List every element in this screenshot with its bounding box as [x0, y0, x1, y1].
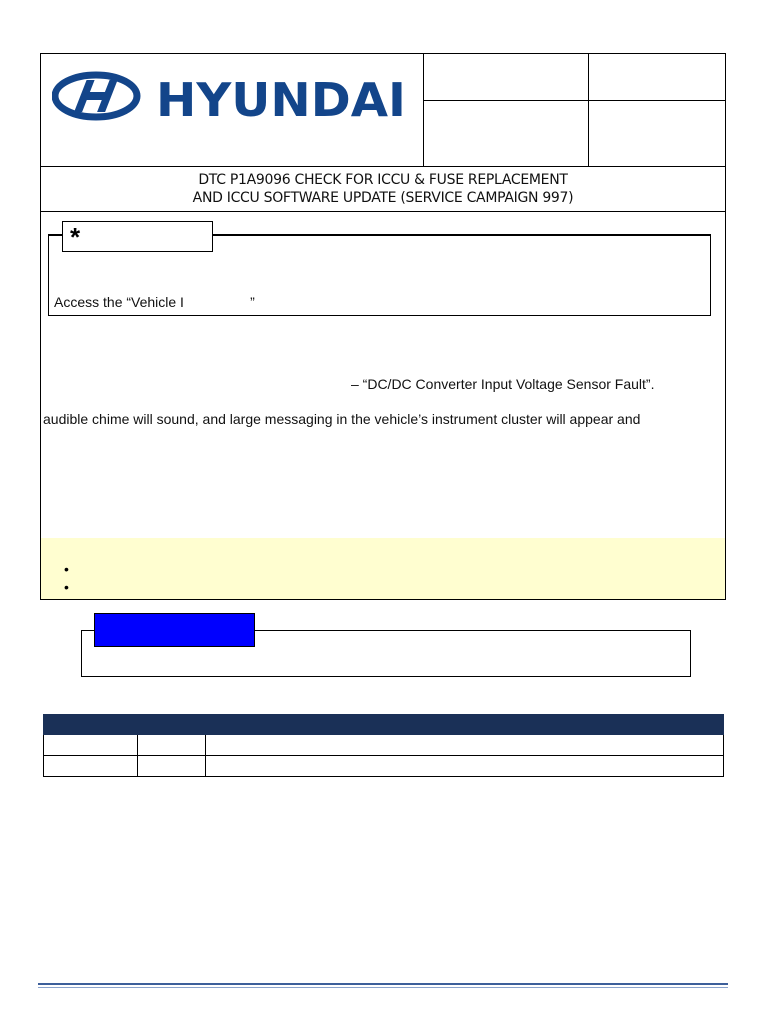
body-line-chime: audible chime will sound, and large messaging in the vehicle’s instrument cluster will appear and — [43, 411, 641, 427]
header-divider-vertical-2 — [588, 53, 589, 167]
table-cell — [44, 756, 138, 777]
info-table — [43, 714, 724, 777]
table-cell — [44, 735, 138, 756]
header-divider-vertical-1 — [423, 53, 424, 167]
note-tab — [62, 221, 213, 252]
notice-tab — [94, 613, 255, 647]
note-text: Access the “Vehicle I ” — [54, 294, 255, 310]
table-cell — [206, 735, 724, 756]
table-header-cell — [206, 715, 724, 735]
table-header-cell — [138, 715, 206, 735]
highlight-block — [41, 538, 725, 599]
table-header-cell — [44, 715, 138, 735]
brand-wordmark: HYUNDAI — [156, 73, 406, 122]
body-line-fault: – “DC/DC Converter Input Voltage Sensor Fault”. — [351, 376, 655, 392]
bulletin-title-line2: AND ICCU SOFTWARE UPDATE (SERVICE CAMPAIGN 997) — [192, 190, 574, 206]
table-header-row — [44, 715, 724, 735]
header-divider-horizontal-2 — [40, 166, 726, 167]
hyundai-emblem-icon — [55, 75, 137, 117]
header-divider-horizontal-3 — [40, 211, 726, 212]
hyundai-logo — [52, 70, 408, 122]
footer-rule-thin — [38, 987, 728, 988]
table-row — [44, 756, 724, 777]
highlight-bullet-icon: • — [64, 579, 69, 595]
table-row — [44, 735, 724, 756]
header-divider-horizontal-1 — [423, 100, 726, 101]
note-asterisk: * — [70, 222, 81, 252]
table-cell — [138, 735, 206, 756]
table-cell — [206, 756, 724, 777]
table-cell — [138, 756, 206, 777]
bulletin-title-line1: DTC P1A9096 CHECK FOR ICCU & FUSE REPLACEMENT — [198, 172, 568, 188]
bulletin-header-box — [40, 53, 726, 600]
footer-rule — [38, 983, 728, 985]
highlight-bullet-icon: • — [64, 561, 69, 577]
